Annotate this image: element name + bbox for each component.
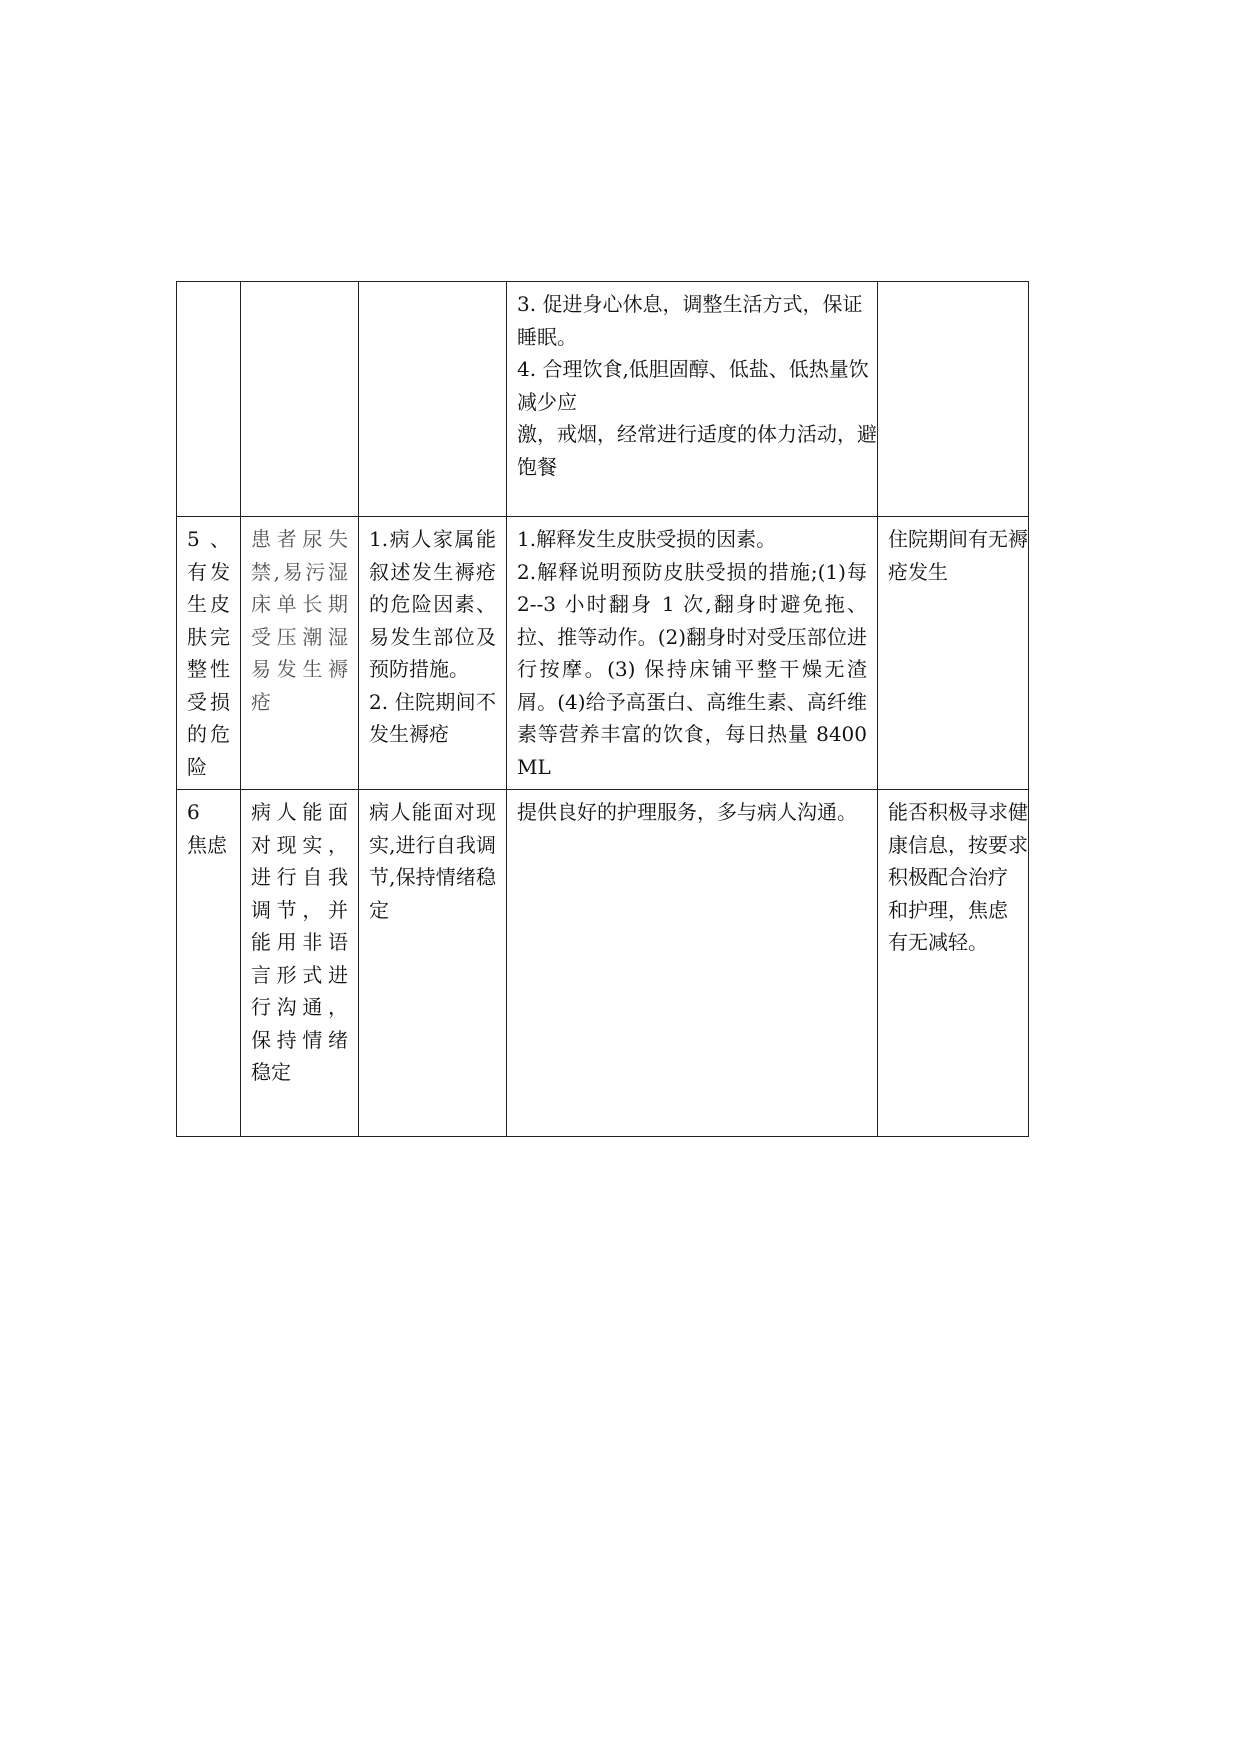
table-row <box>177 282 1029 517</box>
measure-line: 减少应 <box>517 389 577 414</box>
measure-line: 提供良好的护理服务，多与病人沟通。 <box>517 800 857 824</box>
evaluation-line: 康信息，按要求 <box>888 832 1028 857</box>
measure-line: 激，戒烟，经常进行适度的体力活动，避 <box>517 422 877 446</box>
evaluation-cell <box>878 517 1029 790</box>
goal-cell <box>359 282 507 517</box>
problem-cell <box>177 282 241 517</box>
measure-line: 饱餐 <box>517 454 557 479</box>
cause-cell: 病人能面对现实，进行自我调节，并能用非语言形式进行沟通，保持情绪稳定 <box>241 790 359 1137</box>
measure-line: 3. 促进身心休息，调整生活方式，保证 <box>517 292 863 316</box>
problem-line: 6 <box>187 800 200 824</box>
measure-line: 4. 合理饮食,低胆固醇、低盐、低热量饮 <box>517 357 869 381</box>
problem-cell: 5、有发生皮肤完整性受损的危险 <box>177 517 241 790</box>
evaluation-line: 疮发生 <box>888 559 948 584</box>
evaluation-cell <box>878 282 1029 517</box>
evaluation-line: 积极配合治疗 <box>888 865 1008 889</box>
goal-line: 2. 住院期间不发生褥疮 <box>369 689 496 746</box>
goal-cell <box>359 517 507 790</box>
measure-line: 2.解释说明预防皮肤受损的措施;(1)每 2--3 小时翻身 1 次,翻身时避免拖、拉、推等动作。(2)翻身时对受压部位进行按摩。(3) 保持床铺平整干燥无渣屑。(4)给予高蛋白、高维生素、高纤维素等营养丰富的饮食，每日热量 8400ML <box>517 559 867 779</box>
evaluation-line: 和护理，焦虑 <box>888 897 1008 922</box>
evaluation-line: 住院期间有无褥 <box>888 527 1028 551</box>
evaluation-cell <box>878 790 1029 1137</box>
table-row <box>177 517 1029 790</box>
cause-cell <box>241 282 359 517</box>
measures-cell <box>507 517 878 790</box>
evaluation-line: 有无减轻。 <box>888 930 988 954</box>
measure-line: 睡眠。 <box>517 324 577 349</box>
evaluation-line: 能否积极寻求健 <box>888 800 1028 824</box>
goal-line: 1.病人家属能叙述发生褥疮的危险因素、易发生部位及预防措施。 <box>369 527 496 681</box>
problem-cell <box>177 790 241 1137</box>
cause-cell: 患者尿失禁,易污湿床单长期受压潮湿易发生褥疮 <box>241 517 359 790</box>
nursing-care-table <box>176 281 1029 1137</box>
measures-cell <box>507 282 878 517</box>
goal-cell: 病人能面对现实,进行自我调节,保持情绪稳定 <box>359 790 507 1137</box>
measure-line: 1.解释发生皮肤受损的因素。 <box>517 527 777 551</box>
measures-cell <box>507 790 878 1137</box>
table-row <box>177 790 1029 1137</box>
problem-line: 焦虑 <box>187 832 227 857</box>
